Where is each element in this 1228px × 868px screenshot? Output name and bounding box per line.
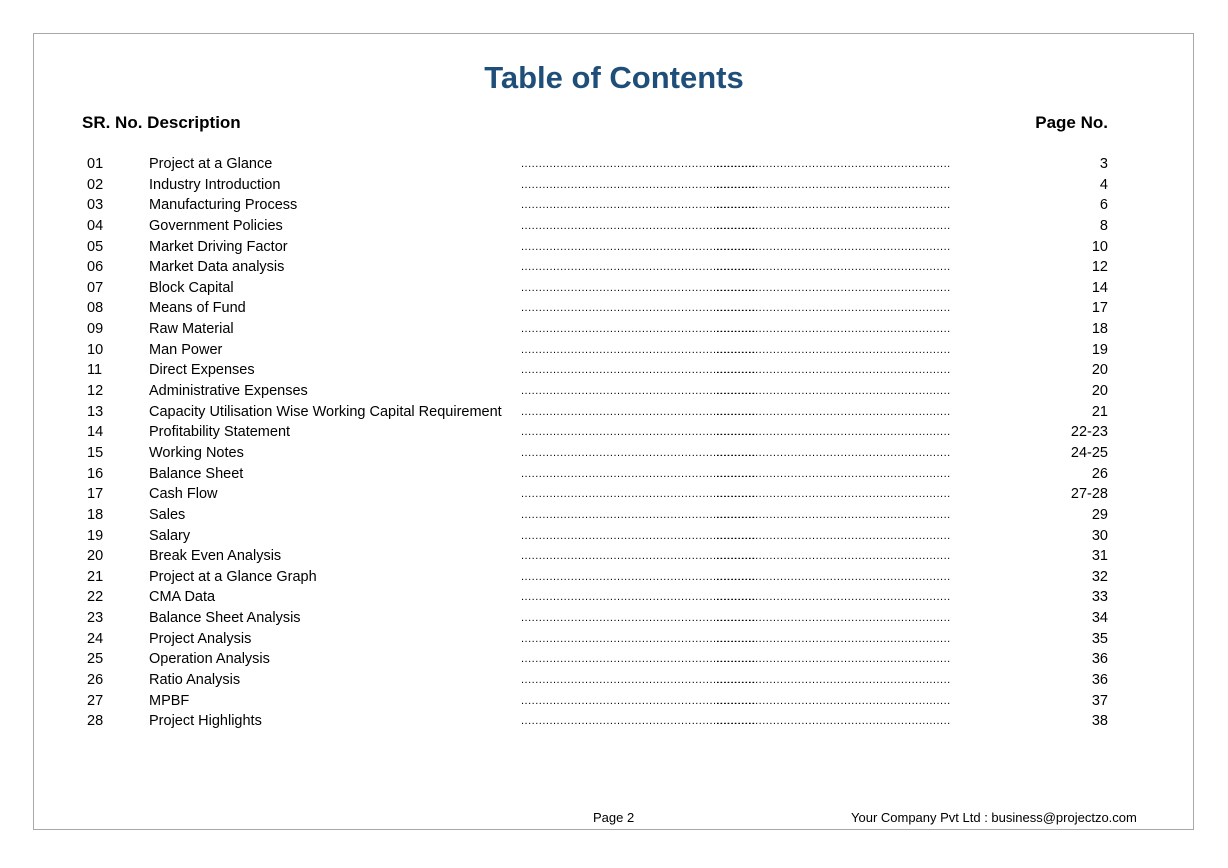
leader-dots: .................................................................. bbox=[716, 281, 951, 294]
toc-number: 13 bbox=[87, 403, 104, 420]
toc-description[interactable]: Project Analysis bbox=[149, 630, 252, 647]
leader-dots: .................................................................. bbox=[521, 529, 756, 542]
toc-number: 27 bbox=[87, 692, 104, 709]
toc-description[interactable]: CMA Data bbox=[149, 589, 216, 606]
leader-dots: .................................................................. bbox=[716, 467, 951, 480]
leader-dots: .................................................................. bbox=[716, 694, 951, 707]
toc-number: 20 bbox=[87, 548, 104, 565]
leader-dots: .................................................................. bbox=[716, 674, 951, 687]
toc-description[interactable]: Sales bbox=[149, 506, 186, 523]
toc-description[interactable]: Capacity Utilisation Wise Working Capital Requirement bbox=[149, 403, 502, 420]
toc-number: 07 bbox=[87, 279, 104, 296]
toc-row[interactable] bbox=[0, 629, 1228, 650]
toc-number: 04 bbox=[87, 217, 104, 234]
leader-dots: .................................................................. bbox=[521, 550, 756, 563]
toc-description[interactable]: Project at a Glance bbox=[149, 156, 273, 172]
toc-page-number: 33 bbox=[1091, 589, 1108, 606]
toc-page-number: 8 bbox=[1099, 217, 1108, 234]
column-header-page-no: Page No. bbox=[1035, 113, 1108, 132]
toc-page-number: 35 bbox=[1091, 630, 1108, 647]
leader-dots: .................................................................. bbox=[716, 240, 951, 253]
toc-description[interactable]: Government Policies bbox=[149, 217, 283, 234]
toc-page-number: 6 bbox=[1099, 197, 1108, 214]
toc-row[interactable] bbox=[0, 360, 1228, 381]
toc-page-number: 30 bbox=[1091, 527, 1108, 544]
column-header-sr-description: SR. No. Description bbox=[82, 113, 241, 132]
toc-number: 22 bbox=[87, 589, 104, 606]
toc-row[interactable] bbox=[0, 319, 1228, 340]
toc-description[interactable]: Ratio Analysis bbox=[149, 672, 241, 689]
toc-number: 12 bbox=[87, 383, 104, 400]
toc-page-number: 14 bbox=[1091, 279, 1108, 296]
toc-description[interactable]: Project Highlights bbox=[149, 713, 262, 730]
toc-page-number: 12 bbox=[1091, 259, 1108, 276]
leader-dots: .................................................................. bbox=[716, 323, 951, 336]
leader-dots: .................................................................. bbox=[716, 508, 951, 521]
toc-row[interactable] bbox=[0, 216, 1228, 237]
toc-description[interactable]: Man Power bbox=[149, 341, 223, 358]
toc-description[interactable]: Raw Material bbox=[149, 321, 234, 338]
toc-description[interactable]: Direct Expenses bbox=[149, 362, 255, 379]
leader-dots: .................................................................. bbox=[716, 364, 951, 377]
leader-dots: .................................................................. bbox=[716, 550, 951, 563]
leader-dots: .................................................................. bbox=[716, 612, 951, 625]
leader-dots: .................................................................. bbox=[521, 178, 756, 191]
toc-row[interactable] bbox=[0, 278, 1228, 299]
toc-row[interactable] bbox=[0, 464, 1228, 485]
leader-dots: .................................................................. bbox=[521, 385, 756, 398]
toc-description[interactable]: Balance Sheet Analysis bbox=[149, 610, 301, 627]
leader-dots: .................................................................. bbox=[716, 570, 951, 583]
leader-dots: .................................................................. bbox=[716, 446, 951, 459]
leader-dots: .................................................................. bbox=[716, 261, 951, 274]
toc-page-number: 20 bbox=[1091, 362, 1108, 379]
toc-number: 17 bbox=[87, 486, 104, 503]
toc-number: 11 bbox=[87, 362, 103, 379]
toc-page-number: 29 bbox=[1091, 506, 1108, 523]
toc-page-number: 4 bbox=[1099, 176, 1108, 193]
toc-page-number: 22-23 bbox=[1070, 424, 1108, 441]
footer-company: Your Company Pvt Ltd : business@projectzo.com bbox=[851, 810, 1137, 825]
leader-dots: .................................................................. bbox=[521, 715, 756, 728]
toc-number: 14 bbox=[87, 424, 104, 441]
toc-number: 18 bbox=[87, 506, 104, 523]
toc-number: 06 bbox=[87, 259, 104, 276]
toc-number: 16 bbox=[87, 465, 104, 482]
toc-page-number: 38 bbox=[1091, 713, 1108, 730]
toc-page-number: 3 bbox=[1099, 156, 1108, 172]
toc-page-number: 32 bbox=[1091, 568, 1108, 585]
toc-row[interactable] bbox=[0, 154, 1228, 175]
toc-page-number: 26 bbox=[1091, 465, 1108, 482]
toc-number: 08 bbox=[87, 300, 104, 317]
toc-number: 19 bbox=[87, 527, 104, 544]
leader-dots: .................................................................. bbox=[716, 653, 951, 666]
leader-dots: .................................................................. bbox=[716, 488, 951, 501]
leader-dots: .................................................................. bbox=[521, 405, 756, 418]
leader-dots: .................................................................. bbox=[521, 632, 756, 645]
toc-row[interactable] bbox=[0, 402, 1228, 423]
page-title: Table of Contents bbox=[484, 60, 744, 95]
leader-dots: .................................................................. bbox=[716, 632, 951, 645]
toc-number: 01 bbox=[87, 156, 104, 172]
toc-number: 24 bbox=[87, 630, 104, 647]
toc-row[interactable] bbox=[0, 257, 1228, 278]
toc-number: 02 bbox=[87, 176, 104, 193]
toc-page-number: 21 bbox=[1091, 403, 1108, 420]
toc-number: 26 bbox=[87, 672, 104, 689]
toc-description[interactable]: Means of Fund bbox=[149, 300, 246, 317]
leader-dots: .................................................................. bbox=[521, 364, 756, 377]
toc-number: 05 bbox=[87, 238, 104, 255]
leader-dots: .................................................................. bbox=[521, 426, 756, 439]
toc-description[interactable]: Industry Introduction bbox=[149, 176, 281, 193]
toc-description[interactable]: Market Data analysis bbox=[149, 259, 285, 276]
toc-row[interactable] bbox=[0, 691, 1228, 712]
toc-row[interactable] bbox=[0, 608, 1228, 629]
leader-dots: .................................................................. bbox=[521, 570, 756, 583]
toc-row[interactable] bbox=[0, 711, 1228, 732]
leader-dots: .................................................................. bbox=[521, 591, 756, 604]
toc-row[interactable] bbox=[0, 175, 1228, 196]
leader-dots: .................................................................. bbox=[521, 323, 756, 336]
toc-page-number: 24-25 bbox=[1070, 444, 1108, 461]
leader-dots: .................................................................. bbox=[716, 405, 951, 418]
toc-row[interactable] bbox=[0, 526, 1228, 547]
toc-description[interactable]: Balance Sheet bbox=[149, 465, 244, 482]
toc-description[interactable]: MPBF bbox=[149, 692, 190, 709]
leader-dots: .................................................................. bbox=[716, 199, 951, 212]
leader-dots: .................................................................. bbox=[716, 715, 951, 728]
leader-dots: .................................................................. bbox=[521, 261, 756, 274]
leader-dots: .................................................................. bbox=[716, 158, 951, 170]
leader-dots: .................................................................. bbox=[716, 426, 951, 439]
toc-page-number: 20 bbox=[1091, 383, 1108, 400]
toc-number: 21 bbox=[87, 568, 104, 585]
toc-description[interactable]: Salary bbox=[149, 527, 191, 544]
toc-row[interactable] bbox=[0, 340, 1228, 361]
toc-row[interactable] bbox=[0, 670, 1228, 691]
toc-description[interactable]: Administrative Expenses bbox=[149, 383, 308, 400]
toc-page-number: 37 bbox=[1091, 692, 1108, 709]
toc-page-number: 36 bbox=[1091, 651, 1108, 668]
leader-dots: .................................................................. bbox=[521, 612, 756, 625]
toc-row[interactable] bbox=[0, 649, 1228, 670]
toc-number: 23 bbox=[87, 610, 104, 627]
leader-dots: .................................................................. bbox=[521, 199, 756, 212]
toc-description[interactable]: Project at a Glance Graph bbox=[149, 568, 317, 585]
leader-dots: .................................................................. bbox=[521, 467, 756, 480]
toc-row[interactable] bbox=[0, 298, 1228, 319]
toc-description[interactable]: Manufacturing Process bbox=[149, 197, 298, 214]
toc-description[interactable]: Market Driving Factor bbox=[149, 238, 288, 255]
leader-dots: .................................................................. bbox=[521, 219, 756, 232]
leader-dots: .................................................................. bbox=[521, 343, 756, 356]
leader-dots: .................................................................. bbox=[716, 178, 951, 191]
leader-dots: .................................................................. bbox=[716, 343, 951, 356]
toc-description[interactable]: Cash Flow bbox=[149, 486, 218, 503]
toc-number: 03 bbox=[87, 197, 104, 214]
toc-row[interactable] bbox=[0, 567, 1228, 588]
toc-page-number: 19 bbox=[1091, 341, 1108, 358]
leader-dots: .................................................................. bbox=[716, 385, 951, 398]
footer-page-number: Page 2 bbox=[593, 810, 635, 825]
toc-description[interactable]: Break Even Analysis bbox=[149, 548, 282, 565]
leader-dots: .................................................................. bbox=[521, 446, 756, 459]
leader-dots: .................................................................. bbox=[716, 529, 951, 542]
leader-dots: .................................................................. bbox=[521, 158, 756, 170]
leader-dots: .................................................................. bbox=[521, 508, 756, 521]
toc-description[interactable]: Operation Analysis bbox=[149, 651, 270, 668]
toc-row[interactable] bbox=[0, 587, 1228, 608]
toc-page-number: 18 bbox=[1091, 321, 1108, 338]
leader-dots: .................................................................. bbox=[521, 694, 756, 707]
toc-row[interactable] bbox=[0, 505, 1228, 526]
toc-number: 10 bbox=[87, 341, 104, 358]
toc-row[interactable] bbox=[0, 443, 1228, 464]
toc-list bbox=[0, 154, 1228, 732]
leader-dots: .................................................................. bbox=[521, 488, 756, 501]
toc-row[interactable] bbox=[0, 546, 1228, 567]
toc-page-number: 36 bbox=[1091, 672, 1108, 689]
toc-row[interactable] bbox=[0, 422, 1228, 443]
toc-row[interactable] bbox=[0, 195, 1228, 216]
toc-description[interactable]: Block Capital bbox=[149, 279, 234, 296]
toc-number: 25 bbox=[87, 651, 104, 668]
leader-dots: .................................................................. bbox=[716, 302, 951, 315]
toc-row[interactable] bbox=[0, 237, 1228, 258]
leader-dots: .................................................................. bbox=[521, 674, 756, 687]
toc-page-number: 27-28 bbox=[1070, 486, 1108, 503]
leader-dots: .................................................................. bbox=[521, 240, 756, 253]
leader-dots: .................................................................. bbox=[716, 591, 951, 604]
leader-dots: .................................................................. bbox=[521, 653, 756, 666]
toc-number: 28 bbox=[87, 713, 104, 730]
toc-row[interactable] bbox=[0, 381, 1228, 402]
toc-page-number: 31 bbox=[1091, 548, 1108, 565]
toc-number: 09 bbox=[87, 321, 104, 338]
toc-description[interactable]: Profitability Statement bbox=[149, 424, 291, 441]
toc-number: 15 bbox=[87, 444, 104, 461]
toc-page-number: 10 bbox=[1091, 238, 1108, 255]
leader-dots: .................................................................. bbox=[716, 219, 951, 232]
toc-description[interactable]: Working Notes bbox=[149, 444, 244, 461]
toc-row[interactable] bbox=[0, 484, 1228, 505]
leader-dots: .................................................................. bbox=[521, 302, 756, 315]
leader-dots: .................................................................. bbox=[521, 281, 756, 294]
toc-page-number: 34 bbox=[1091, 610, 1108, 627]
toc-page-number: 17 bbox=[1091, 300, 1108, 317]
